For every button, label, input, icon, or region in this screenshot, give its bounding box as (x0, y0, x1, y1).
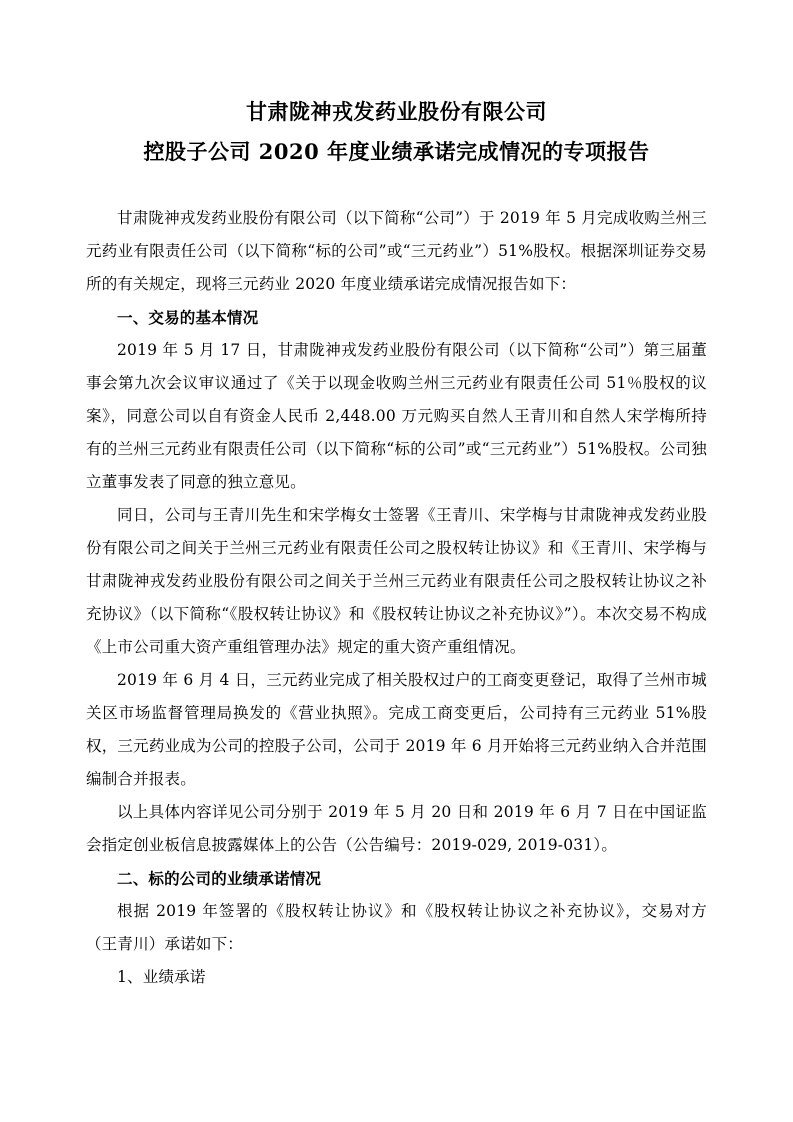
paragraph-intro: 甘肃陇神戎发药业股份有限公司（以下简称“公司”）于 2019 年 5 月完成收购兰州三元药业有限责任公司（以下简称“标的公司”或“三元药业”）51%股权。根据深圳证券交易所的有关规定，现将三元药业 2020 年度业绩承诺完成情况报告如下： (86, 209, 707, 293)
section-heading-two: 二、标的公司的业绩承诺情况 (117, 869, 322, 888)
paragraph-board-resolution: 2019 年 5 月 17 日，甘肃陇神戎发药业股份有限公司（以下简称“公司”）第三届董事会第九次会议审议通过了《关于以现金收购兰州三元药业有限责任公司 51％股权的议案》，同意公司以自有资金人民币 2,448.00 万元购买自然人王青川和自然人宋学梅所持有的兰州三元药业有限责任公司（以下简称“标的公司”或“三元药业”）51%股权。公司独立董事发表了同意的独立意见。 (86, 341, 707, 491)
page-title (86, 92, 707, 172)
paragraph-registration: 2019 年 6 月 4 日，三元药业完成了相关股权过户的工商变更登记，取得了兰州市城关区市场监督管理局换发的《营业执照》。完成工商变更后，公司持有三元药业 51%股权，三元药业成为公司的控股子公司，公司于 2019 年 6 月开始将三元药业纳入合并范围编制合并报表。 (86, 671, 707, 788)
section-heading-one: 一、交易的基本情况 (117, 308, 259, 327)
paragraph-commitment-basis: 根据 2019 年签署的《股权转让协议》和《股权转让协议之补充协议》，交易对方（王青川）承诺如下： (86, 902, 707, 953)
title-spacer (86, 172, 707, 202)
page-title-line-1: 甘肃陇神戎发药业股份有限公司 (246, 99, 547, 124)
paragraph-announcements: 以上具体内容详见公司分别于 2019 年 5 月 20 日和 2019 年 6 月 7 日在中国证监会指定创业板信息披露媒体上的公告（公告编号：2019-029, 2019-031）。 (86, 803, 707, 854)
page-title-line-2: 控股子公司 2020 年度业绩承诺完成情况的专项报告 (143, 139, 650, 164)
paragraph-commitment-item-1: 1、业绩承诺 (117, 968, 206, 986)
paragraph-agreements: 同日，公司与王青川先生和宋学梅女士签署《王青川、宋学梅与甘肃陇神戎发药业股份有限公司之间关于兰州三元药业有限责任公司之股权转让协议》和《王青川、宋学梅与甘肃陇神戎发药业股份有限公司之间关于兰州三元药业有限责任公司之股权转让协议之补充协议》（以下简称“《股权转让协议》和《股权转让协议之补充协议》”）。本次交易不构成《上市公司重大资产重组管理办法》规定的重大资产重组情况。 (86, 506, 707, 656)
